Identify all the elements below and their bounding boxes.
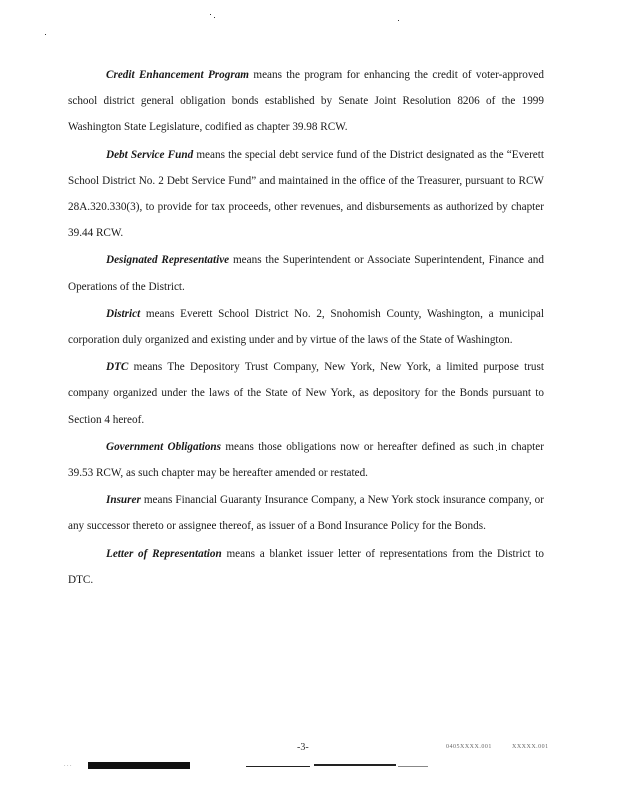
scan-speck (214, 17, 215, 18)
definition-credit-enhancement-program (68, 62, 544, 141)
definition-designated-representative (68, 247, 544, 299)
document-id: 0405XXXX.001 (446, 744, 492, 750)
definition-debt-service-fund (68, 142, 544, 247)
scan-mark: . . . (64, 762, 72, 768)
definition-letter-of-representation (68, 541, 544, 593)
definition-text: means Everett School District No. 2, Snohomish County, Washington, a municipal corporation duly organized and existing under and by virtue of the laws of the State of Washington. (68, 307, 544, 347)
footer-rule-faint (398, 766, 428, 767)
definition-text: means the special debt service fund of the District designated as the “Everett School District No. 2 Debt Service Fund” and maintained in the office of the Treasurer, pursuant to RCW 28A.320.330(3), to provide for tax proceeds, other revenues, and disbursements as authorized by chapter 39.44 RCW. (68, 148, 544, 240)
definition-district (68, 301, 544, 353)
definition-term: Credit Enhancement Program (106, 69, 249, 81)
definition-term: DTC (106, 361, 129, 374)
page-number: -3- (297, 742, 309, 753)
definition-text: means the program for enhancing the credit of voter-approved school district general obligation bonds established by Senate Joint Resolution 8206 of the 1999 Washington State Legislature, codified as chapter 39.98 RCW. (68, 69, 544, 134)
definition-text: means the Superintendent or Associate Superintendent, Finance and Operations of the District. (68, 254, 544, 293)
definition-government-obligations (68, 434, 544, 486)
definition-text: means The Depository Trust Company, New York, New York, a limited purpose trust company organized under the laws of the State of New York, as depository for the Bonds pursuant to Section 4 hereof. (68, 361, 544, 426)
scan-speck (210, 14, 211, 15)
definition-dtc (68, 354, 544, 433)
footer-rule-thick (314, 764, 396, 766)
definition-term: Government Obligations (106, 440, 221, 453)
definitions-body (68, 62, 544, 593)
scan-speck (45, 34, 46, 35)
definition-text: means those obligations now or hereafter defined as such in chapter 39.53 RCW, as such chapter may be hereafter amended or restated. (68, 440, 544, 480)
definition-text: means Financial Guaranty Insurance Company, a New York stock insurance company, or any successor thereto or assignee thereof, as issuer of a Bond Insurance Policy for the Bonds. (68, 494, 544, 533)
definition-term: Debt Service Fund (106, 148, 194, 161)
definition-text: means a blanket issuer letter of representations from the District to DTC. (68, 547, 544, 586)
definition-term: Letter of Representation (106, 547, 222, 560)
document-id-secondary: XXXXX.001 (512, 744, 549, 750)
scan-speck (398, 20, 399, 21)
definition-insurer (68, 487, 544, 539)
definition-term: Designated Representative (106, 254, 230, 267)
redaction-bar (88, 762, 190, 769)
definition-term: District (106, 307, 141, 320)
footer-rule (246, 766, 310, 767)
definition-term: Insurer (106, 494, 141, 507)
